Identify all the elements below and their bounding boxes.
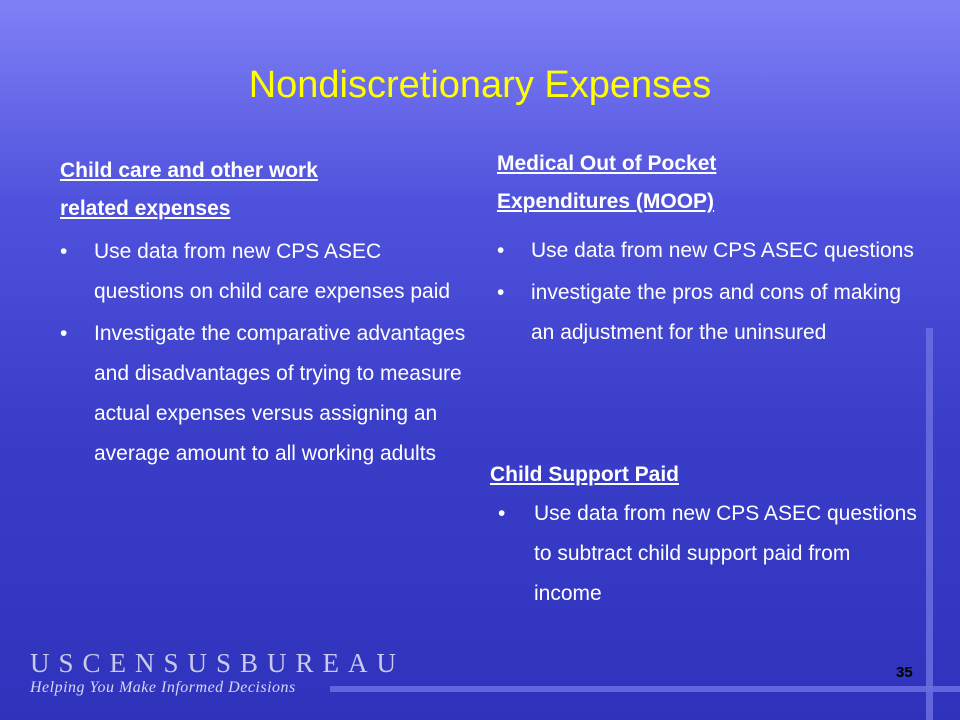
left-heading-line1: Child care and other work: [60, 159, 318, 182]
list-item: [60, 314, 470, 474]
left-heading-line2: related expenses: [60, 197, 231, 220]
left-bullet-list: [60, 232, 470, 474]
list-item: [497, 273, 917, 353]
right-heading-line1: Medical Out of Pocket: [497, 152, 717, 175]
child-support-section: [490, 456, 920, 614]
bullet-text: investigate the pros and cons of making an adjustment for the uninsured: [531, 281, 902, 344]
list-item: [490, 494, 920, 614]
child-support-bullet-list: [490, 494, 920, 614]
right-column: [497, 145, 917, 353]
logo-text: USCENSUSBUREAU: [30, 648, 406, 678]
left-column: [60, 152, 470, 474]
slide-title: Nondiscretionary Expenses: [248, 64, 712, 106]
list-item: [60, 232, 470, 312]
bullet-text: Use data from new CPS ASEC questions to subtract child support paid from income: [534, 502, 917, 605]
logo-tagline: Helping You Make Informed Decisions: [30, 679, 296, 696]
list-item: [497, 231, 917, 271]
child-support-heading: Child Support Paid: [490, 463, 679, 486]
decorative-vertical-line: [926, 328, 933, 720]
bullet-icon: •: [497, 239, 505, 262]
bullet-text: Use data from new CPS ASEC questions on child care expenses paid: [94, 240, 451, 303]
page-number: 35: [896, 664, 913, 681]
bullet-text: Use data from new CPS ASEC questions: [531, 239, 914, 262]
decorative-horizontal-line: [330, 686, 960, 692]
bullet-icon: •: [498, 502, 506, 525]
bullet-icon: •: [60, 322, 68, 345]
bullet-icon: •: [497, 281, 505, 304]
bullet-icon: •: [60, 240, 68, 263]
right-heading-line2: Expenditures (MOOP): [497, 190, 715, 213]
census-bureau-logo: [30, 648, 405, 697]
right-bullet-list: [497, 231, 917, 353]
bullet-text: Investigate the comparative advantages and disadvantages of trying to measure actual expenses versus assigning an average amount to all working adults: [94, 322, 466, 465]
